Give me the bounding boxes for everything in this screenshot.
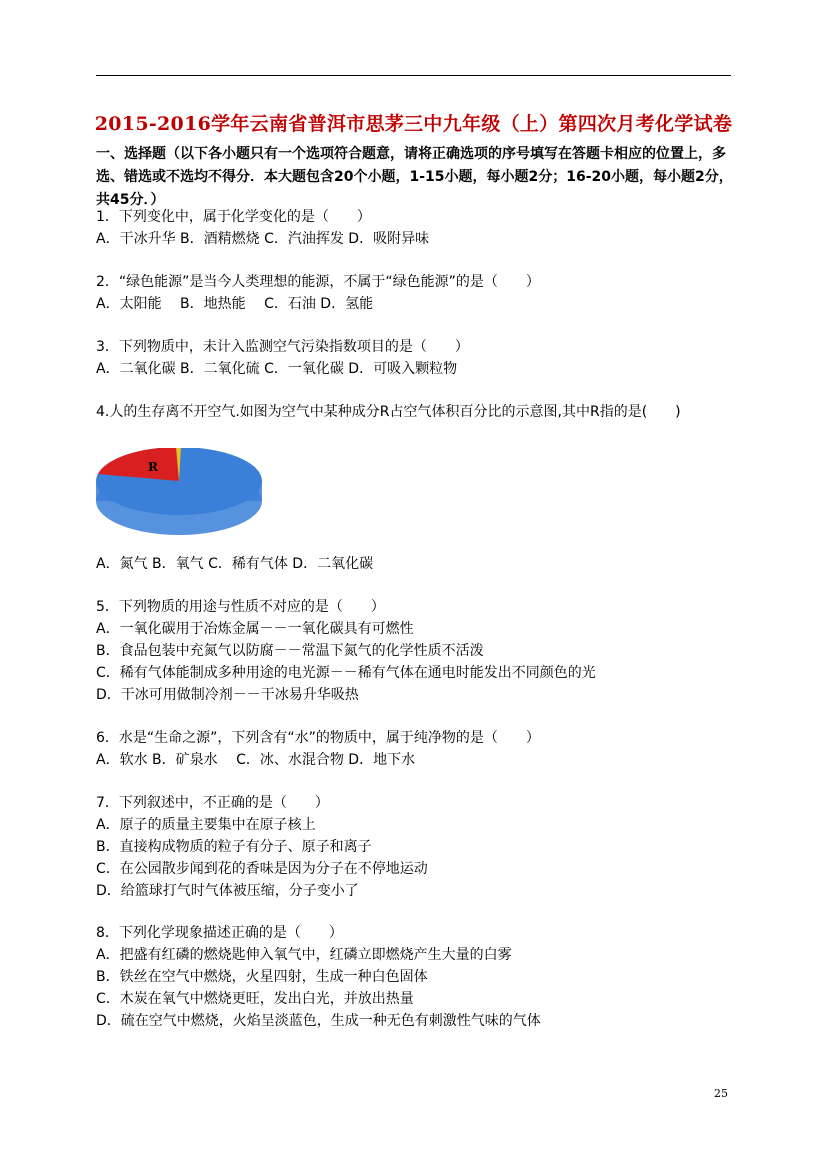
question-6-options: A．软水 B．矿泉水 C．冰、水混合物 D．地下水 [96, 752, 416, 768]
question-6-stem: 6．水是“生命之源”，下列含有“水”的物质中，属于纯净物的是（ ） [96, 730, 540, 746]
question-7-option-c: C．在公园散步闻到花的香味是因为分子在不停地运动 [96, 861, 428, 877]
question-8-option-b: B．铁丝在空气中燃烧，火星四射，生成一种白色固体 [96, 969, 428, 985]
question-1-options: A．干冰升华 B．酒精燃烧 C．汽油挥发 D．吸附异味 [96, 231, 430, 247]
question-5-option-c: C．稀有气体能制成多种用途的电光源－－稀有气体在通电时能发出不同颜色的光 [96, 665, 596, 681]
question-7-stem: 7．下列叙述中，不正确的是（ ） [96, 795, 329, 811]
question-8-stem: 8．下列化学现象描述正确的是（ ） [96, 925, 343, 941]
air-composition-pie [95, 448, 267, 544]
question-7-option-b: B．直接构成物质的粒子有分子、原子和离子 [96, 839, 372, 855]
question-5-stem: 5．下列物质的用途与性质不对应的是（ ） [96, 599, 385, 615]
pie-label-r: R [148, 460, 158, 474]
question-3-options: A．二氧化碳 B．二氧化硫 C．一氧化碳 D．可吸入颗粒物 [96, 361, 458, 377]
question-5-option-d: D．干冰可用做制冷剂－－干冰易升华吸热 [96, 687, 359, 703]
question-7-option-d: D．给篮球打气时气体被压缩，分子变小了 [96, 883, 359, 899]
question-2-stem: 2．“绿色能源”是当今人类理想的能源，不属于“绿色能源”的是（ ） [96, 274, 540, 290]
question-4-options: A．氮气 B．氧气 C．稀有气体 D．二氧化碳 [96, 556, 374, 572]
page-number: 25 [714, 1087, 728, 1100]
top-rule [96, 75, 731, 76]
section-header: 一、选择题（以下各小题只有一个选项符合题意，请将正确选项的序号填写在答题卡相应的位置上，多选、错选或不选均不得分．本大题包含20个小题，1-15小题，每小题2分；16-20小题，每小题2分，共45分．） [96, 146, 733, 208]
question-5-option-b: B．食品包装中充氮气以防腐－－常温下氮气的化学性质不活泼 [96, 643, 484, 659]
question-4-stem: 4.人的生存离不开空气.如图为空气中某种成分R占空气体积百分比的示意图,其中R指的是( ) [96, 404, 681, 420]
question-2-options: A．太阳能 B．地热能 C．石油 D．氢能 [96, 296, 374, 312]
question-1-stem: 1．下列变化中，属于化学变化的是（ ） [96, 209, 371, 225]
page-title: 2015-2016学年云南省普洱市思茅三中九年级（上）第四次月考化学试卷 [94, 113, 733, 135]
question-8-option-a: A．把盛有红磷的燃烧匙伸入氧气中，红磷立即燃烧产生大量的白雾 [96, 947, 512, 963]
question-3-stem: 3．下列物质中，未计入监测空气污染指数项目的是（ ） [96, 339, 469, 355]
question-8-option-d: D．硫在空气中燃烧，火焰呈淡蓝色，生成一种无色有刺激性气味的气体 [96, 1013, 541, 1029]
question-7-option-a: A．原子的质量主要集中在原子核上 [96, 817, 316, 833]
question-8-option-c: C．木炭在氧气中燃烧更旺，发出白光，并放出热量 [96, 991, 414, 1007]
question-5-option-a: A．一氧化碳用于冶炼金属－－一氧化碳具有可燃性 [96, 621, 414, 637]
